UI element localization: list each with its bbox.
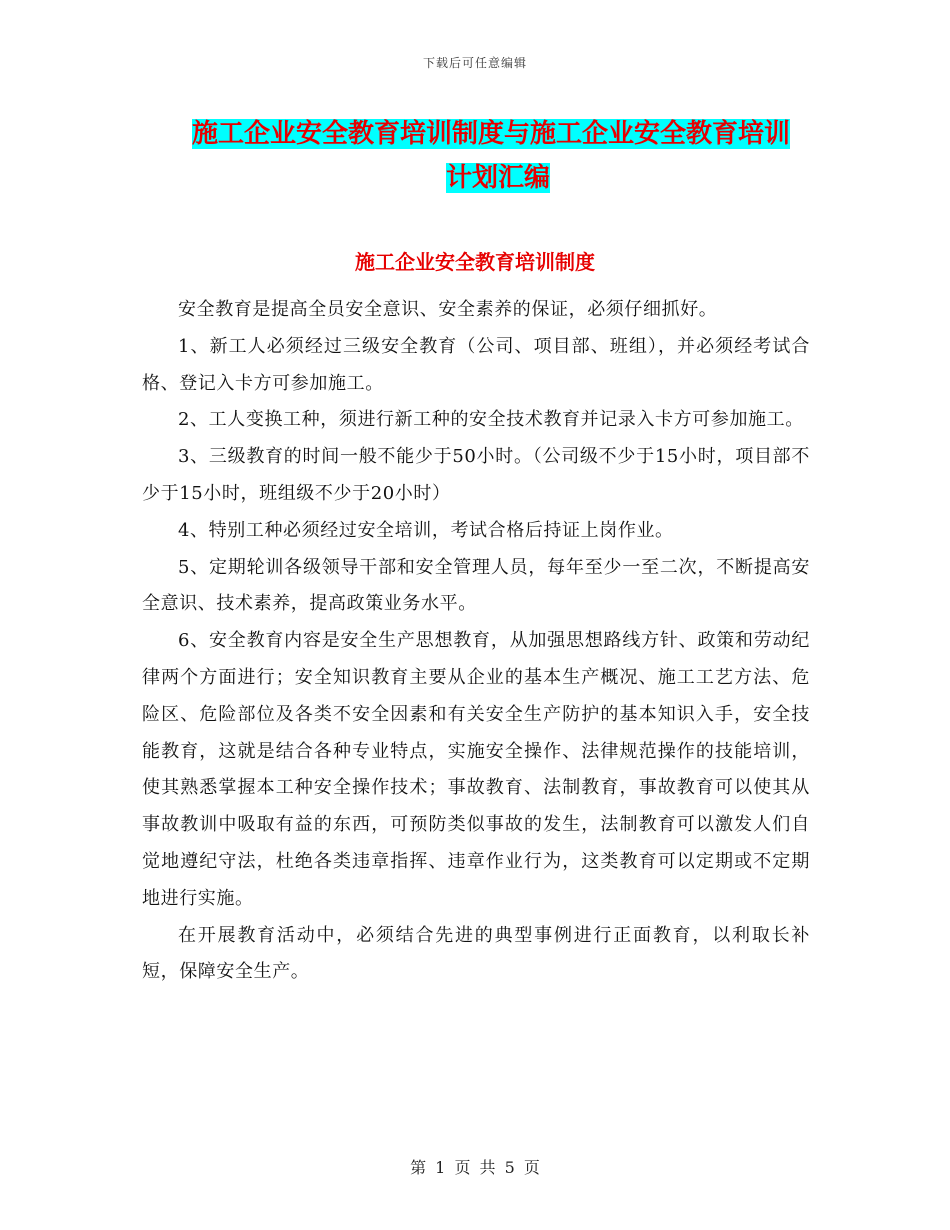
- paragraph-item-2: 2、工人变换工种，须进行新工种的安全技术教育并记录入卡方可参加施工。: [178, 409, 804, 431]
- section-title: 施工企业安全教育培训制度: [355, 250, 595, 274]
- paragraph-intro: 安全教育是提高全员安全意识、安全素养的保证，必须仔细抓好。: [178, 299, 718, 320]
- paragraph-conclusion: 在开展教育活动中，必须结合先进的典型事例进行正面教育，以利取长补短，保障安全生产。: [142, 924, 810, 983]
- document-title: [192, 112, 804, 200]
- paragraph-item-5: 5、定期轮训各级领导干部和安全管理人员，每年至少一至二次，不断提高安全意识、技术素养，提高政策业务水平。: [142, 556, 810, 615]
- title-line-2: 计划汇编: [445, 163, 550, 193]
- paragraph-item-1: 1、新工人必须经过三级安全教育（公司、项目部、班组），并必须经考试合格、登记入卡方可参加施工。: [142, 335, 810, 394]
- document-body: [142, 292, 810, 991]
- paragraph-item-3: 3、三级教育的时间一般不能少于50小时。（公司级不少于15小时，项目部不少于15小时，班组级不少于20小时）: [142, 446, 810, 504]
- header-note: 下载后可任意编辑: [422, 56, 527, 70]
- page-footer: 第 1 页 共 5 页: [410, 1158, 540, 1177]
- paragraph-item-6: 6、安全教育内容是安全生产思想教育，从加强思想路线方针、政策和劳动纪律两个方面进行；安全知识教育主要从企业的基本生产概况、施工工艺方法、危险区、危险部位及各类不安全因素和有关安全生产防护的基本知识入手，安全技能教育，这就是结合各种专业特点，实施安全操作、法律规范操作的技能培训，使其熟悉掌握本工种安全操作技术；事故教育、法制教育，事故教育可以使其从事故教训中吸取有益的东西，可预防类似事故的发生，法制教育可以激发人们自觉地遵纪守法，杜绝各类违章指挥、违章作业行为，这类教育可以定期或不定期地进行实施。: [142, 630, 810, 909]
- paragraph-item-4: 4、特别工种必须经过安全培训，考试合格后持证上岗作业。: [178, 519, 674, 541]
- title-line-1: 施工企业安全教育培训制度与施工企业安全教育培训: [192, 119, 791, 149]
